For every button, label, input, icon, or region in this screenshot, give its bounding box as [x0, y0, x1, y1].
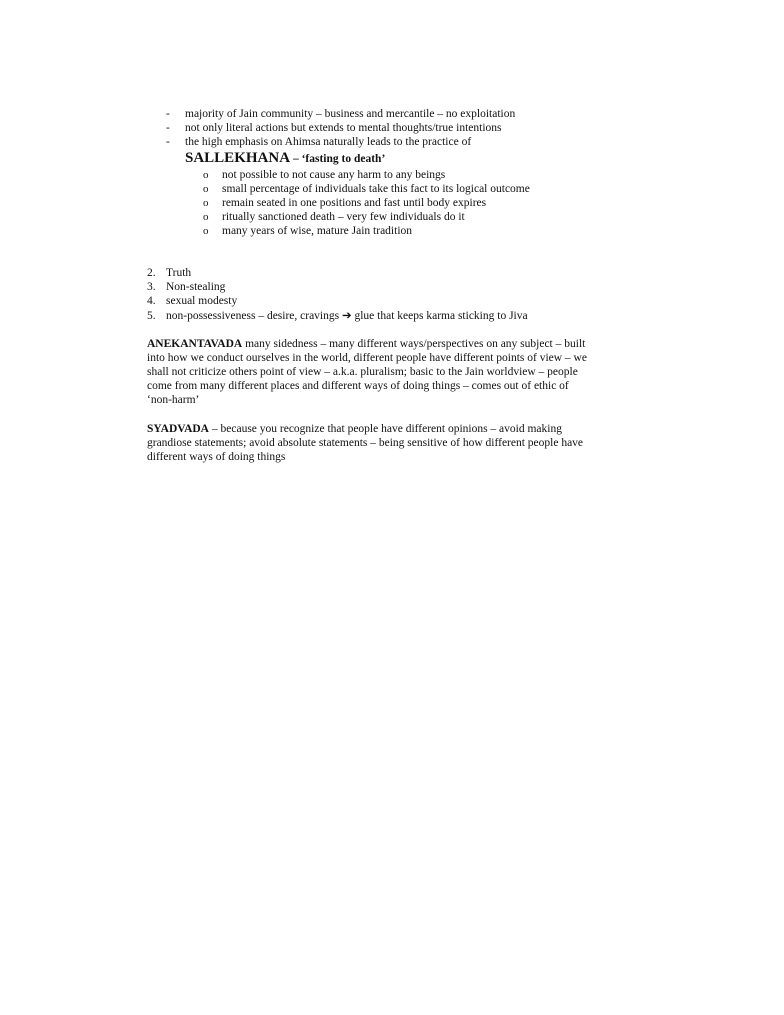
sallekhana-title: SALLEKHANA — [185, 150, 290, 166]
item-number: 4. — [147, 295, 156, 307]
circle-bullet: o — [203, 197, 209, 209]
numbered-item-truth: Truth — [166, 267, 192, 279]
sallekhana-subtitle: – ‘fasting to death’ — [292, 153, 386, 165]
dash-marker: - — [166, 122, 170, 134]
sub-item-2: small percentage of individuals take this fact to its logical outcome — [222, 183, 530, 195]
dash-marker: - — [166, 136, 170, 148]
sub-item-3: remain seated in one positions and fast until body expires — [222, 197, 487, 209]
circle-bullet: o — [203, 225, 209, 237]
numbered-item-sexual-modesty: sexual modesty — [166, 295, 238, 307]
sub-item-4: ritually sanctioned death – very few individuals do it — [222, 211, 465, 223]
anekantavada-term: ANEKANTAVADA — [147, 338, 243, 350]
dash-item-2: not only literal actions but extends to mental thoughts/true intentions — [185, 122, 502, 134]
circle-bullet: o — [203, 169, 209, 181]
dash-item-3: the high emphasis on Ahimsa naturally leads to the practice of — [185, 136, 472, 148]
sub-item-1: not possible to not cause any harm to any beings — [222, 169, 446, 181]
anekantavada-body: many sidedness – many different ways/perspectives on any subject – built into how we conduct ourselves in the world, different people have different points of view – we shall not criticize others point of view – a.k.a. pluralism; basic to the Jain worldview – people come from many different places and different ways of doing things – comes out of ethic of ‘non-harm’ — [147, 338, 587, 406]
numbered-item-non-stealing: Non-stealing — [166, 281, 226, 293]
dash-item-1: majority of Jain community – business and mercantile – no exploitation — [185, 108, 516, 120]
circle-bullet: o — [203, 211, 209, 223]
syadvada-paragraph — [147, 422, 587, 464]
dash-marker: - — [166, 108, 170, 120]
item-number: 2. — [147, 267, 156, 279]
anekantavada-paragraph — [147, 337, 587, 407]
syadvada-term: SYADVADA — [147, 423, 209, 435]
sallekhana-heading — [185, 149, 385, 168]
sub-item-5: many years of wise, mature Jain tradition — [222, 225, 413, 237]
numbered-item-non-possessiveness: non-possessiveness – desire, cravings ➔ glue that keeps karma sticking to Jiva — [166, 310, 528, 322]
circle-bullet: o — [203, 183, 209, 195]
item-number: 3. — [147, 281, 156, 293]
item-number: 5. — [147, 310, 156, 322]
syadvada-body: – because you recognize that people have different opinions – avoid making grandiose statements; avoid absolute statements – being sensitive of how different people have different ways of doing things — [147, 423, 584, 463]
